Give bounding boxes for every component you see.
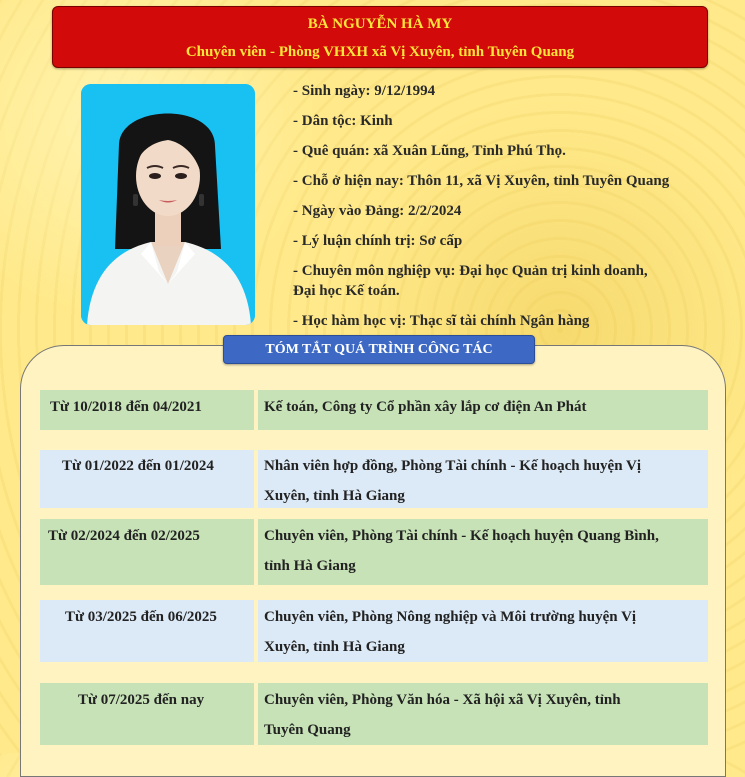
residence: - Chỗ ở hiện nay: Thôn 11, xã Vị Xuyên, tỉnh Tuyên Quang [293,173,670,189]
party-join-date: - Ngày vào Đảng: 2/2/2024 [293,203,462,219]
career-period: Từ 02/2024 đến 02/2025 [40,519,254,585]
expertise-line-2: Đại học Kế toán. [293,283,400,299]
expertise-line-1: - Chuyên môn nghiệp vụ: Đại học Quản trị kinh doanh, [293,263,648,279]
career-section-title: TÓM TẮT QUÁ TRÌNH CÔNG TÁC [223,335,535,364]
career-period: Từ 01/2022 đến 01/2024 [40,450,254,508]
career-period: Từ 07/2025 đến nay [40,683,254,745]
career-row [40,600,708,662]
hometown: - Quê quán: xã Xuân Lũng, Tỉnh Phú Thọ. [293,143,566,159]
career-description: Kế toán, Công ty Cổ phần xây lắp cơ điện An Phát [258,390,708,430]
portrait-illustration [81,84,255,325]
ethnicity: - Dân tộc: Kinh [293,113,393,129]
portrait-photo [81,84,255,325]
political-theory: - Lý luận chính trị: Sơ cấp [293,233,463,249]
career-description: Nhân viên hợp đồng, Phòng Tài chính - Kế hoạch huyện Vị Xuyên, tỉnh Hà Giang [258,450,708,508]
career-row [40,390,708,430]
birth-date: - Sinh ngày: 9/12/1994 [293,83,436,99]
career-description: Chuyên viên, Phòng Tài chính - Kế hoạch huyện Quang Bình, tỉnh Hà Giang [258,519,708,585]
person-name: BÀ NGUYỄN HÀ MY [307,16,453,32]
career-row [40,519,708,585]
header-banner [52,6,708,68]
person-position: Chuyên viên - Phòng VHXH xã Vị Xuyên, tỉnh Tuyên Quang [185,44,575,60]
career-period: Từ 03/2025 đến 06/2025 [40,600,254,662]
career-description: Chuyên viên, Phòng Nông nghiệp và Môi trường huyện Vị Xuyên, tỉnh Hà Giang [258,600,708,662]
career-description: Chuyên viên, Phòng Văn hóa - Xã hội xã Vị Xuyên, tỉnh Tuyên Quang [258,683,708,745]
career-period: Từ 10/2018 đến 04/2021 [40,390,254,430]
academic-degree: - Học hàm học vị: Thạc sĩ tài chính Ngân hàng [293,313,590,329]
career-row [40,450,708,508]
career-row [40,683,708,745]
